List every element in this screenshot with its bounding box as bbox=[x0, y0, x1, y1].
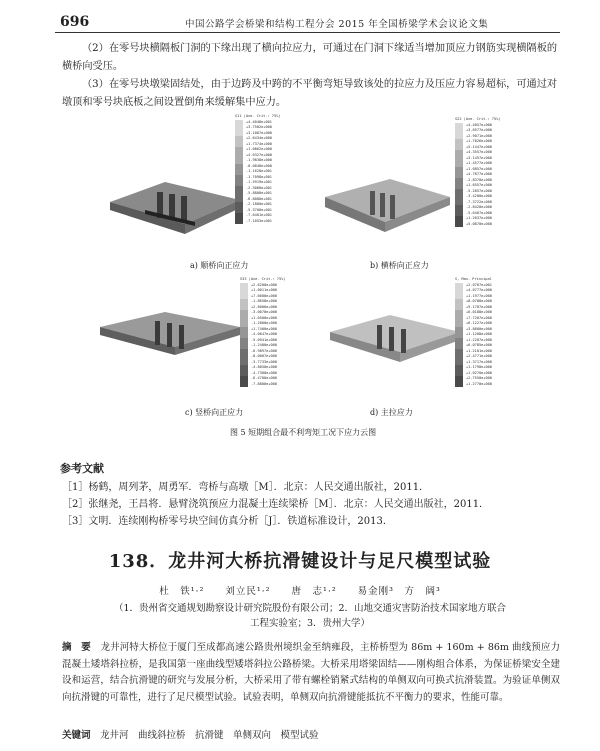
panel-b bbox=[315, 112, 520, 270]
legend-value: +1.3717e+000 bbox=[466, 359, 492, 364]
reference-3: ［3］文明．连续刚构桥零号块空间仿真分析［J］．铁道标准设计，2013． bbox=[62, 516, 393, 527]
legend-value: -5.8808e+001 bbox=[246, 191, 272, 195]
panel-b-model-image bbox=[315, 167, 455, 247]
panel-a-model-image bbox=[105, 162, 245, 242]
legend-value: -7.6401e+001 bbox=[246, 213, 272, 217]
legend-value: +4.0777e+000 bbox=[466, 288, 492, 292]
legend-value: -5.6407e+000 bbox=[466, 210, 492, 215]
panel-c-caption: c) 竖桥向正应力 bbox=[185, 408, 244, 417]
legend-value: +2.8000e+000 bbox=[251, 304, 277, 309]
legend-value: -4.0647e+000 bbox=[251, 332, 277, 336]
legend-value: -8.0007e+000 bbox=[251, 354, 277, 358]
affiliation-line-1: （1．贵州省交通规划勘察设计研究院股份有限公司；2．山地交通灾害防治技术国家地方联合 bbox=[113, 603, 507, 614]
figure-caption: 图 5 短期组合最不利弯矩工况下应力云图 bbox=[230, 428, 377, 437]
legend-value: -1.8658e+000 bbox=[251, 299, 277, 303]
legend-title: S, Max. Principal bbox=[455, 277, 492, 281]
legend-value: -2.8420e+000 bbox=[466, 205, 492, 209]
legend-value: +4.6327e+000 bbox=[246, 152, 272, 157]
legend-value: +7.6600e+000 bbox=[251, 293, 277, 298]
panel-d bbox=[315, 277, 520, 432]
legend-value: -1.9838e+000 bbox=[246, 158, 272, 162]
legend-value: +1.0270e+000 bbox=[466, 370, 492, 375]
references-heading: 参考文献 bbox=[60, 462, 104, 475]
legend-value: +2.6200e+000 bbox=[251, 282, 277, 287]
legend-values bbox=[455, 123, 520, 228]
legend-value: +3.7502e+000 bbox=[246, 125, 272, 129]
legend-value: -6.8080e+001 bbox=[246, 196, 272, 201]
panel-d-model-image bbox=[325, 307, 465, 377]
legend-title: S33 (Ave. Crit.: 75%) bbox=[240, 277, 286, 281]
legend-value: +6.0785e+000 bbox=[466, 343, 492, 347]
legend-value: +1.0011e+000 bbox=[251, 288, 277, 292]
legend-entry bbox=[235, 219, 305, 225]
panel-c-model-image bbox=[95, 307, 245, 377]
legend-value: -8.0848e+000 bbox=[246, 163, 272, 168]
legend-value: +3.8600e+000 bbox=[466, 326, 492, 331]
paragraph-3: （3）在零号块墩梁固结处，由于边跨及中跨的不平衡弯矩导致该处的拉应力及压应力容易超标，可通过对墩顶和零号块底板之间设置倒角来缓解集中应力。 bbox=[62, 79, 558, 108]
legend-value: -4.7300e+000 bbox=[251, 370, 277, 375]
legend-value: +1.4577e+000 bbox=[466, 161, 492, 165]
panel-c-legend bbox=[240, 277, 305, 387]
legend-value: -1.7098e+001 bbox=[246, 174, 272, 179]
legend-entry bbox=[240, 382, 305, 388]
panel-d-legend bbox=[455, 277, 520, 387]
legend-value: +8.0788e+000 bbox=[466, 299, 492, 303]
legend-values bbox=[240, 283, 305, 388]
legend-value: +1.1977e+000 bbox=[466, 293, 492, 298]
legend-value: +1.2037e+000 bbox=[466, 216, 492, 220]
legend-value: -6.4700e+000 bbox=[251, 376, 277, 380]
legend-entry bbox=[455, 382, 520, 388]
panel-d-caption: d) 主拉应力 bbox=[370, 408, 413, 417]
legend-value: -1.1628e+001 bbox=[246, 169, 272, 173]
panel-c bbox=[90, 277, 305, 432]
legend-value: +1.1790e+000 bbox=[466, 365, 492, 369]
legend-value: +4.4057e+000 bbox=[466, 122, 492, 127]
legend-value: -2.3068e+001 bbox=[246, 185, 272, 190]
figure-5 bbox=[90, 112, 520, 442]
legend-value: +1.6857e+000 bbox=[466, 166, 492, 171]
panel-b-legend bbox=[455, 117, 520, 227]
legend-value: +1.2207e+000 bbox=[466, 337, 492, 342]
legend-value: +5.0870e+000 bbox=[466, 221, 492, 226]
legend-value: +1.7826e+000 bbox=[466, 139, 492, 143]
legend-value: -7.3722e+000 bbox=[466, 199, 492, 204]
legend-value: +6.0188e+000 bbox=[466, 310, 492, 314]
keywords-label: 关键词 bbox=[62, 730, 91, 741]
legend-value: +3.6577e+000 bbox=[466, 128, 492, 132]
legend-swatch bbox=[235, 219, 243, 225]
legend-values bbox=[455, 283, 520, 388]
legend-value: +3.1457e+000 bbox=[466, 155, 492, 160]
legend-value: +1.7400e+000 bbox=[251, 326, 277, 331]
legend-value: -2.8370e+000 bbox=[466, 177, 492, 182]
legend-value: -2.1800e+001 bbox=[246, 202, 272, 206]
panel-a bbox=[90, 112, 305, 270]
legend-value: +1.0500e+000 bbox=[251, 315, 277, 320]
legend-value: +5.1447e+000 bbox=[466, 144, 492, 149]
legend-value: +2.0707e+001 bbox=[466, 282, 492, 287]
header-rule bbox=[55, 32, 560, 33]
legend-value: -1.2400e+000 bbox=[251, 343, 277, 347]
legend-value: +1.6557e+000 bbox=[466, 183, 492, 187]
legend-value: -3.7733e+000 bbox=[251, 359, 277, 364]
keywords bbox=[62, 727, 319, 741]
legend-values bbox=[235, 120, 305, 225]
legend-swatch bbox=[240, 382, 248, 388]
reference-1: ［1］杨鹤，周列茅，周勇军．弯桥与高墩［M］．北京：人民交通出版社，2011． bbox=[62, 482, 430, 493]
legend-value: +3.1087e+000 bbox=[246, 130, 272, 135]
legend-title: S11 (Ave. Crit.: 75%) bbox=[235, 114, 281, 118]
legend-entry bbox=[455, 222, 520, 228]
legend-value: -5.0941e+000 bbox=[251, 337, 277, 342]
legend-value: -4.8050e+000 bbox=[251, 365, 277, 369]
article-title: 138．龙井河大桥抗滑键设计与足尺模型试验 bbox=[108, 551, 492, 572]
article-authors: 杜 铁¹·² 刘立民¹·² 唐 志¹·² 易金刚³ 方 阔³ bbox=[159, 586, 441, 597]
journal-title: 中国公路学会桥梁和结构工程分会 2015 年全国桥梁学术会议论文集 bbox=[185, 19, 489, 30]
legend-value: -6.9897e+000 bbox=[251, 348, 277, 353]
reference-2: ［2］张继尧，王昌将．悬臂浇筑预应力混凝土连续梁桥［M］．北京：人民交通出版社，2011． bbox=[62, 499, 490, 510]
abstract bbox=[62, 640, 560, 706]
legend-value: +1.0862e+000 bbox=[246, 147, 272, 151]
legend-value: -7.1053e+001 bbox=[246, 218, 272, 223]
legend-value: +1.2101e+000 bbox=[466, 348, 492, 353]
legend-title: S22 (Ave. Crit.: 75%) bbox=[455, 117, 501, 121]
legend-value: +2.7550e+000 bbox=[466, 376, 492, 380]
legend-value: +1.7374e+000 bbox=[246, 141, 272, 146]
legend-value: -5.2857e+000 bbox=[466, 188, 492, 193]
legend-value: -3.4200e+000 bbox=[466, 194, 492, 198]
abstract-label: 摘 要 bbox=[62, 642, 91, 653]
panel-b-caption: b) 横桥向正应力 bbox=[370, 261, 429, 270]
legend-value: +4.4048e+001 bbox=[246, 119, 272, 124]
legend-value: -1.5919e+001 bbox=[246, 180, 272, 184]
legend-value: +2.9071e+000 bbox=[466, 133, 492, 138]
legend-value: +4.3557e+000 bbox=[466, 150, 492, 154]
legend-value: +2.6434e+000 bbox=[246, 136, 272, 140]
legend-value: -5.3700e+001 bbox=[246, 207, 272, 212]
legend-value: +4.7877e+000 bbox=[466, 172, 492, 176]
legend-value: -7.8800e+000 bbox=[251, 381, 277, 386]
keywords-text: 龙井河 曲线斜拉桥 抗滑键 单侧双向 模型试验 bbox=[100, 730, 319, 741]
panel-a-legend bbox=[235, 114, 305, 224]
legend-value: +1.1208e+000 bbox=[466, 332, 492, 336]
legend-swatch bbox=[455, 382, 463, 388]
legend-value: +6.1227e+000 bbox=[466, 321, 492, 325]
legend-value: +2.4771e+000 bbox=[466, 354, 492, 358]
paragraph-2: （2）在零号块横隔板门洞的下缘出现了横向拉应力，可通过在门洞下缘适当增加顶应力钢筋实现横隔板的横桥向受压。 bbox=[62, 43, 558, 72]
legend-value: +9.1787e+000 bbox=[466, 304, 492, 309]
legend-value: +7.7207e+000 bbox=[466, 315, 492, 320]
article-affiliation bbox=[70, 601, 550, 631]
legend-value: +1.2770e+000 bbox=[466, 381, 492, 386]
panel-a-caption: a) 顺桥向正应力 bbox=[190, 261, 249, 270]
page-number: 696 bbox=[60, 14, 90, 30]
legend-value: -1.2800e+000 bbox=[251, 321, 277, 325]
abstract-text: 龙井河特大桥位于厦门至成都高速公路贵州境织金至纳雍段，主桥桥型为 86m + 160m + 86m 曲线预应力混凝土矮塔斜拉桥，是我国第一座曲线型矮塔斜拉公路桥梁。大桥采用塔梁固结——刚构组合体系，为保证桥梁安全建设和运营，结合抗滑键的研究与发展分析，大桥采用了带有螺栓销紧式结构的单侧双向可换式抗滑装置。为验证单侧双向抗滑键的可靠性，进行了足尺模型试验。试验表明，单侧双向抗滑键能抵抗不平衡力的要求，性能可靠。 bbox=[62, 642, 560, 703]
affiliation-line-2: 工程实验室；3．贵州大学） bbox=[249, 618, 371, 629]
legend-value: -3.0070e+000 bbox=[251, 310, 277, 314]
legend-swatch bbox=[455, 222, 463, 228]
